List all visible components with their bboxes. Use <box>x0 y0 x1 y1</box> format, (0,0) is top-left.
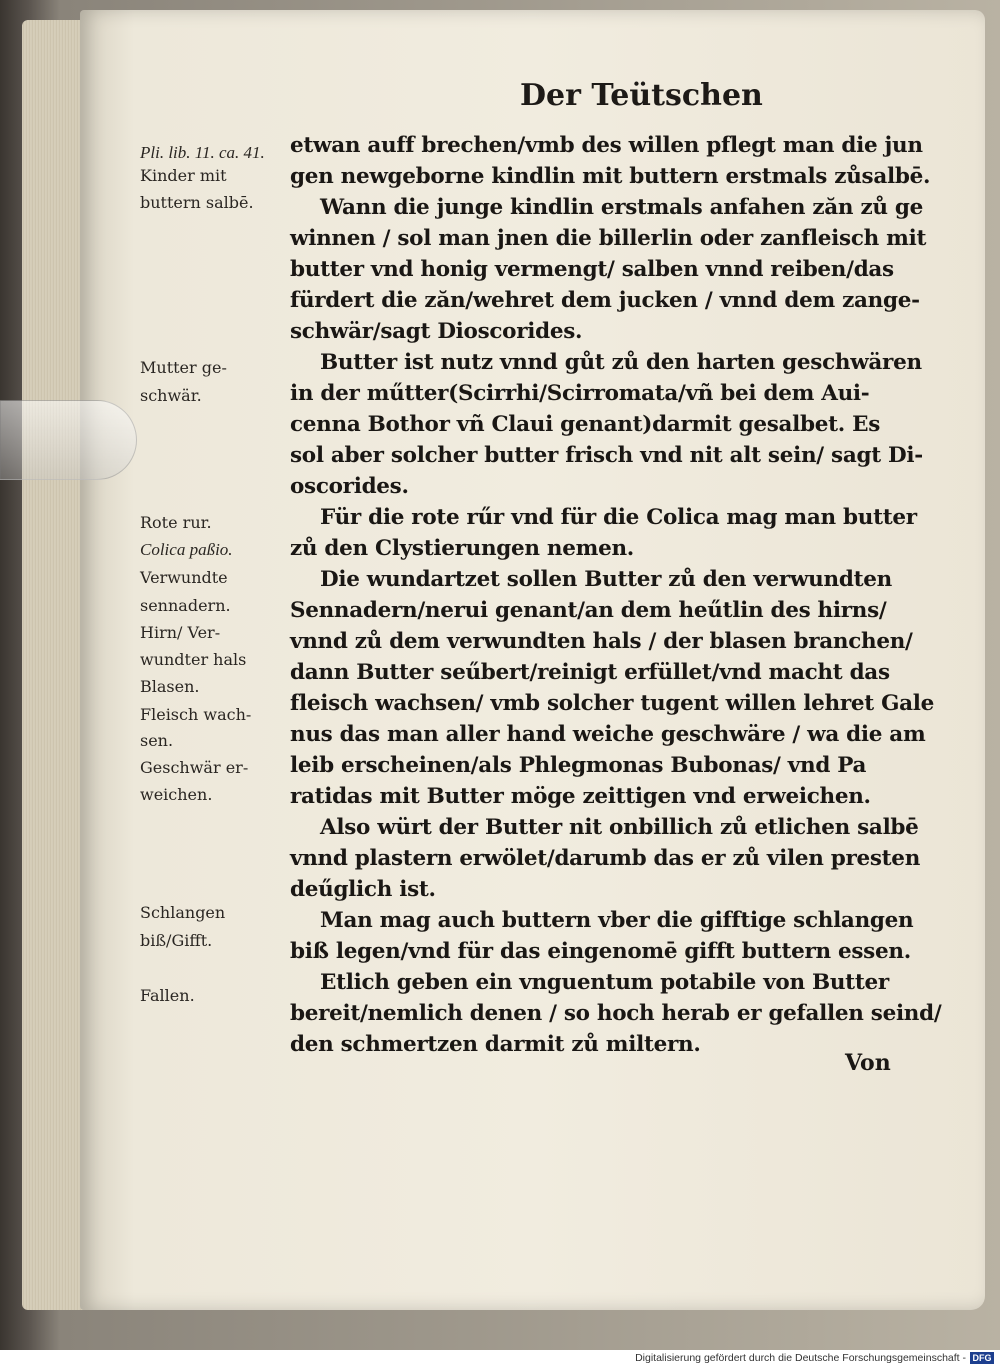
text-line: zů den Clystierungen nemen. <box>290 536 634 561</box>
margin-note: Verwundte <box>140 568 228 587</box>
text-line: Etlich geben ein vnguentum potabile von Butter <box>320 970 889 995</box>
catchword: Von <box>845 1050 891 1076</box>
text-line: cenna Bothor vñ Claui genant)darmit gesalbet. Es <box>290 412 881 437</box>
text-line: leib erscheinen/als Phlegmonas Bubonas/ vnd Pa <box>290 753 867 778</box>
digitization-credit: Digitalisierung gefördert durch die Deutsche Forschungsgemeinschaft - <box>635 1352 966 1364</box>
margin-note: weichen. <box>140 785 213 804</box>
margin-note: Fallen. <box>140 986 195 1005</box>
text-line: Also würt der Butter nit onbillich zů etlichen salbē <box>320 815 919 840</box>
text-line: dann Butter seűbert/reinigt erfüllet/vnd macht das <box>290 660 890 685</box>
margin-note: Pli. lib. 11. ca. 41. <box>140 143 265 162</box>
text-line: nus das man aller hand weiche geschwäre / wa die am <box>290 722 926 747</box>
text-line: ratidas mit Butter möge zeittigen vnd erweichen. <box>290 784 871 809</box>
margin-note: buttern salbē. <box>140 193 254 212</box>
margin-note: Blasen. <box>140 677 200 696</box>
text-line: Wann die junge kindlin erstmals anfahen zăn zů ge <box>320 195 923 220</box>
margin-note: Schlangen <box>140 903 226 922</box>
text-line: gen newgeborne kindlin mit buttern erstmals zůsalbē. <box>290 164 931 189</box>
text-line: fürdert die zăn/wehret dem jucken / vnnd dem zange- <box>290 288 920 313</box>
text-line: butter vnd honig vermengt/ salben vnnd reiben/das <box>290 257 894 282</box>
margin-note: Colica paßio. <box>140 540 233 559</box>
dfg-logo: DFG <box>970 1352 994 1364</box>
margin-note: wundter hals <box>140 650 247 669</box>
margin-note: Kinder mit <box>140 166 227 185</box>
text-line: Sennadern/nerui genant/an dem heűtlin des hirns/ <box>290 598 887 623</box>
text-line: den schmertzen darmit zů miltern. <box>290 1032 701 1057</box>
text-line: vnnd zů dem verwundten hals / der blasen branchen/ <box>290 629 913 654</box>
page-clip <box>0 400 137 480</box>
text-line: etwan auff brechen/vmb des willen pflegt man die jun <box>290 133 923 158</box>
margin-note: Rote rur. <box>140 513 212 532</box>
text-line: Die wundartzet sollen Butter zů den verwundten <box>320 567 892 592</box>
margin-note: Mutter ge- <box>140 358 227 377</box>
text-line: oscorides. <box>290 474 409 499</box>
margin-note: Hirn/ Ver- <box>140 623 221 642</box>
margin-note: Fleisch wach- <box>140 705 252 724</box>
text-line: vnnd plastern erwölet/darumb das er zů vilen presten <box>290 846 921 871</box>
margin-note: Geschwär er- <box>140 758 249 777</box>
margin-note: biß/Gifft. <box>140 931 213 950</box>
margin-note: sennadern. <box>140 596 231 615</box>
text-line: fleisch wachsen/ vmb solcher tugent willen lehret Gale <box>290 691 935 716</box>
text-line: biß legen/vnd für das eingenomē gifft buttern essen. <box>290 939 911 964</box>
text-line: winnen / sol man jnen die billerlin oder zanfleisch mit <box>290 226 927 251</box>
text-line: bereit/nemlich denen / so hoch herab er gefallen seind/ <box>290 1001 942 1026</box>
margin-note: schwär. <box>140 386 202 405</box>
text-line: Für die rote rűr vnd für die Colica mag man butter <box>320 505 917 530</box>
text-line: sol aber solcher butter frisch vnd nit alt sein/ sagt Di- <box>290 443 923 468</box>
text-line: in der műtter(Scirrhi/Scirromata/vñ bei dem Aui- <box>290 381 870 406</box>
text-line: Butter ist nutz vnnd gůt zů den harten geschwären <box>320 350 922 375</box>
text-line: deűglich ist. <box>290 877 436 902</box>
text-line: schwär/sagt Dioscorides. <box>290 319 583 344</box>
running-header: Der Teütschen <box>520 78 763 113</box>
margin-note: sen. <box>140 731 174 750</box>
text-line: Man mag auch buttern vber die gifftige schlangen <box>320 908 914 933</box>
